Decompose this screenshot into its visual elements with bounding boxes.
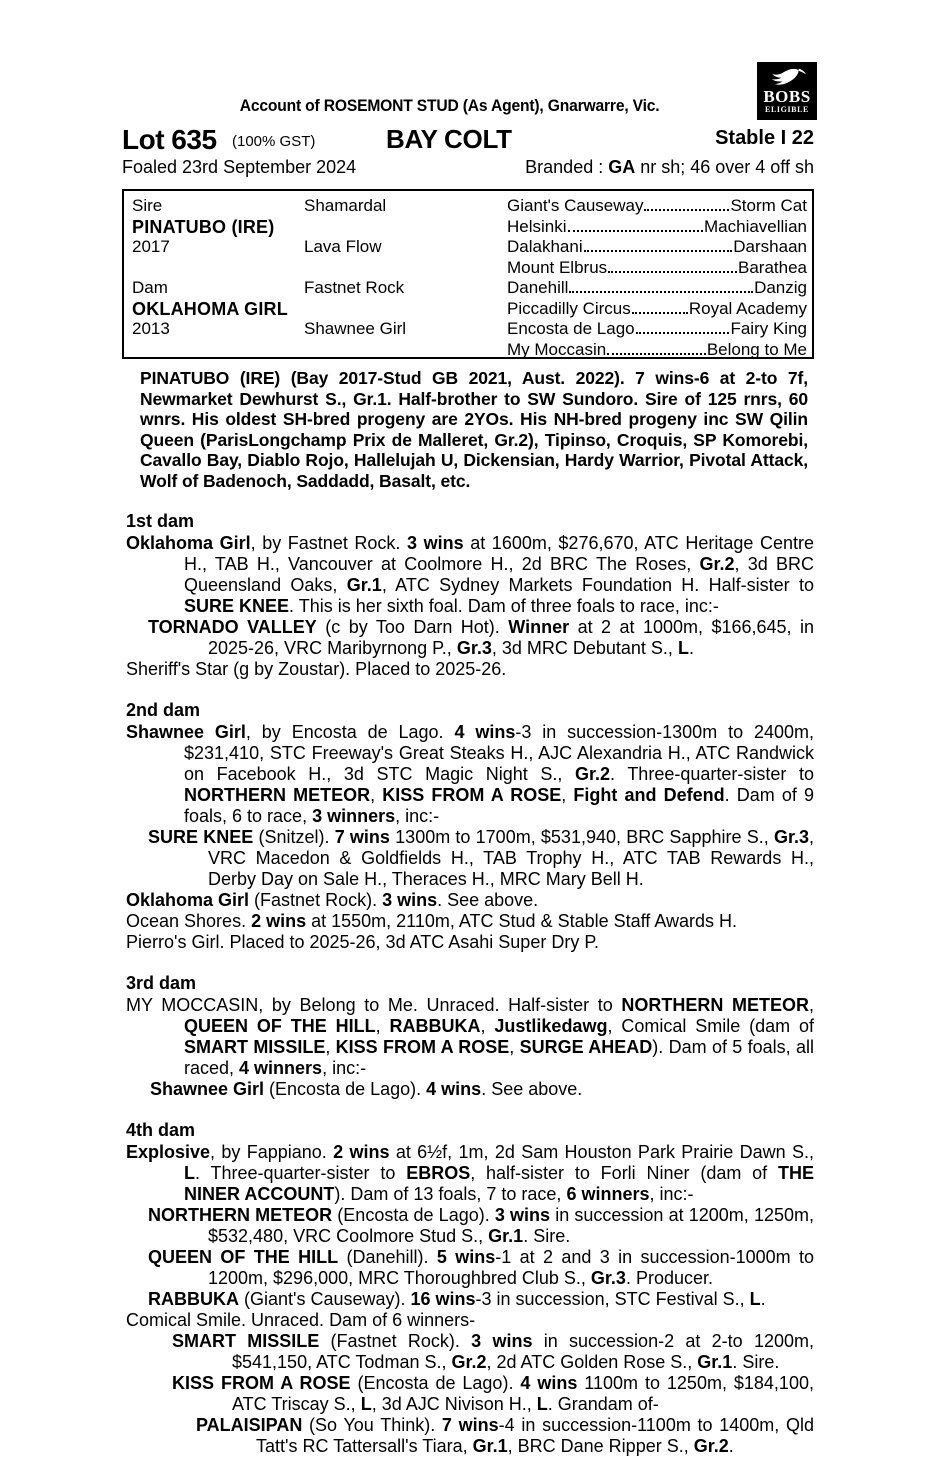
branded-info: [525, 157, 814, 178]
grandparent-row: [507, 217, 807, 238]
bobs-logo-sub: ELIGIBLE: [765, 105, 809, 114]
dam-sections: [122, 511, 814, 1457]
leader-dots: [568, 229, 703, 232]
grandsire-name: Giant's Causeway: [507, 196, 644, 215]
pedigree-entry: Explosive, by Fappiano. 2 wins at 6½f, 1m, 2d Sam Houston Park Prairie Dawn S., L. Three-quarter-sister to EBROS, half-sister to Forli Niner (dam of THE NINER ACCOUNT). Dam of 13 foals, 7 to race, 6 winners, inc:-: [126, 1142, 814, 1204]
grandsire-name: Danehill: [507, 278, 569, 297]
grandparent-row: [507, 278, 807, 299]
branded-prefix: Branded :: [525, 157, 609, 177]
dam-name: OKLAHOMA GIRL: [132, 298, 288, 319]
catalogue-page: [122, 0, 814, 1457]
grandsire-name: Piccadilly Circus: [507, 298, 631, 318]
leader-dots: [636, 331, 730, 334]
grandsire-name: Mount Elbrus: [507, 257, 608, 277]
grandparent-row: [507, 319, 807, 340]
leader-dots: [607, 352, 706, 355]
pedigree-entry: MY MOCCASIN, by Belong to Me. Unraced. Half-sister to NORTHERN METEOR, QUEEN OF THE HILL, RABBUKA, Justlikedawg, Comical Smile (dam of SMART MISSILE, KISS FROM A ROSE, SURGE AHEAD). Dam of 5 foals, all raced, 4 winners, inc:-: [126, 995, 815, 1078]
bobs-logo-word: BOBS: [763, 87, 811, 106]
spacer-row: [304, 217, 464, 238]
branded-suffix: nr sh; 46 over 4 off sh: [635, 157, 814, 177]
pedigree-entry: SURE KNEE (Snitzel). 7 wins 1300m to 1700m, $531,940, BRC Sapphire S., Gr.3, VRC Macedon & Goldfields H., TAB Trophy H., ATC TAB Rewards H., Derby Day on Sale H., Theraces H., MRC Mary Bell H.: [148, 827, 814, 889]
pedigree-entry: Oklahoma Girl (Fastnet Rock). 3 wins. See above.: [126, 890, 539, 910]
pedigree-entry: QUEEN OF THE HILL (Danehill). 5 wins-1 at 2 and 3 in succession-1000m to 1200m, $296,000, MRC Thoroughbred Club S., Gr.3. Producer.: [148, 1247, 815, 1288]
grandparent-row: [507, 237, 807, 258]
stable-number: Stable I 22: [715, 127, 814, 149]
pedigree-col-grandparents: [507, 196, 807, 360]
foaled-date: Foaled 23rd September 2024: [122, 157, 357, 177]
pedigree-table: [122, 189, 814, 359]
leader-dots: [569, 290, 753, 293]
dam-heading: 3rd dam: [126, 973, 197, 993]
grandparent-row: [507, 196, 807, 217]
pedigree-entry: Shawnee Girl (Encosta de Lago). 4 wins. See above.: [150, 1079, 583, 1099]
great-grandsire-name: Fairy King: [730, 319, 807, 338]
pedigree-entry: Comical Smile. Unraced. Dam of 6 winners-: [126, 1310, 476, 1330]
spacer-row: [304, 299, 464, 320]
gst-note: (100% GST): [232, 133, 316, 150]
pedigree-entry: PALAISIPAN (So You Think). 7 wins-4 in succession-1100m to 1400m, Qld Tatt's RC Tattersall's Tiara, Gr.1, BRC Dane Ripper S., Gr.2.: [196, 1415, 814, 1456]
dam-year: 2013: [132, 319, 170, 338]
dam-sire: Fastnet Rock: [304, 278, 405, 297]
dam-dam: Shawnee Girl: [304, 319, 407, 338]
pedigree-entry: RABBUKA (Giant's Causeway). 16 wins-3 in succession, STC Festival S., L.: [148, 1289, 766, 1309]
sire-summary: PINATUBO (IRE) (Bay 2017-Stud GB 2021, Aust. 2022). 7 wins-6 at 2-to 7f, Newmarket Dewhurst S., Gr.1. Half-brother to SW Sundoro. Sire of 125 rnrs, 60 wnrs. His oldest SH-bred progeny are 2YOs. His NH-bred progeny inc SW Qilin Queen (ParisLongchamp Prix de Malleret, Gr.2), Tipinso, Croquis, SP Komorebi, Cavallo Bay, Diablo Rojo, Hallelujah U, Dickensian, Hardy Warrior, Pivotal Attack, Wolf of Badenoch, Saddadd, Basalt, etc.: [140, 368, 808, 491]
sire-year: 2017: [132, 237, 170, 256]
lot-row: [122, 124, 814, 154]
leader-dots: [644, 208, 729, 211]
leader-dots: [608, 270, 737, 273]
pedigree-entry: SMART MISSILE (Fastnet Rock). 3 wins in succession-2 at 2-to 1200m, $541,150, ATC Todman S., Gr.2, 2d ATC Golden Rose S., Gr.1. Sire.: [172, 1331, 814, 1372]
pedigree-entry: TORNADO VALLEY (c by Too Darn Hot). Winner at 2 at 1000m, $166,645, in 2025-26, VRC Maribyrnong P., Gr.3, 3d MRC Debutant S., L.: [148, 617, 815, 658]
great-grandsire-name: Storm Cat: [730, 196, 807, 215]
leader-dots: [632, 311, 688, 314]
pedigree-col-names: [132, 196, 302, 340]
colour-and-sex: BAY COLT: [386, 124, 512, 154]
leader-dots: [584, 249, 733, 252]
great-grandsire-name: Barathea: [738, 257, 807, 277]
great-grandsire-name: Danzig: [754, 278, 807, 297]
pedigree-entry: Ocean Shores. 2 wins at 1550m, 2110m, ATC Stud & Stable Staff Awards H.: [126, 911, 738, 931]
lot-number: Lot 635: [122, 124, 217, 155]
grandsire-name: Encosta de Lago: [507, 319, 635, 338]
pedigree-entry: Sheriff's Star (g by Zoustar). Placed to 2025-26.: [126, 659, 507, 679]
account-line: Account of ROSEMONT STUD (As Agent), Gnarwarre, Vic.: [239, 96, 660, 115]
pedigree-entry: Shawnee Girl, by Encosta de Lago. 4 wins-3 in succession-1300m to 2400m, $231,410, STC Freeway's Great Steaks H., AJC Alexandria H., ATC Randwick on Facebook H., 3d STC Magic Night S., Gr.2. Three-quarter-sister to NORTHERN METEOR, KISS FROM A ROSE, Fight and Defend. Dam of 9 foals, 6 to race, 3 winners, inc:-: [126, 722, 814, 826]
sire-label: Sire: [132, 196, 163, 215]
pedigree-entry: KISS FROM A ROSE (Encosta de Lago). 4 wins 1100m to 1250m, $184,100, ATC Triscay S., L, 3d AJC Nivison H., L. Grandam of-: [172, 1373, 814, 1414]
spacer-row: [304, 258, 464, 279]
sire-sire: Shamardal: [304, 196, 387, 215]
grandparent-row: [507, 340, 807, 361]
grandsire-name: Helsinki: [507, 216, 567, 236]
pedigree-col-parents: [304, 196, 464, 340]
dam-heading: 2nd dam: [126, 700, 201, 720]
sire-name: PINATUBO (IRE): [132, 216, 275, 237]
dam-heading: 1st dam: [126, 511, 195, 531]
sire-dam: Lava Flow: [304, 237, 382, 256]
grandsire-name: Dalakhani: [507, 237, 583, 256]
dam-heading: 4th dam: [126, 1120, 196, 1140]
grandparent-row: [507, 299, 807, 320]
great-grandsire-name: Royal Academy: [688, 298, 807, 318]
dam-label: Dam: [132, 278, 168, 297]
great-grandsire-name: Machiavellian: [704, 216, 807, 236]
great-grandsire-name: Darshaan: [733, 237, 807, 256]
grandparent-row: [507, 258, 807, 279]
great-grandsire-name: Belong to Me: [706, 339, 807, 359]
branded-code: GA: [608, 157, 636, 177]
foaled-row: [122, 157, 814, 181]
pedigree-entry: Oklahoma Girl, by Fastnet Rock. 3 wins at 1600m, $276,670, ATC Heritage Centre H., TAB H., Vancouver at Coolmore H., 2d BRC The Roses, Gr.2, 3d BRC Queensland Oaks, Gr.1, ATC Sydney Markets Foundation H. Half-sister to SURE KNEE. This is her sixth foal. Dam of three foals to race, inc:-: [126, 533, 815, 616]
pedigree-entry: NORTHERN METEOR (Encosta de Lago). 3 wins in succession at 1200m, 1250m, $532,480, VRC Coolmore Stud S., Gr.1. Sire.: [148, 1205, 814, 1246]
spacer-row: [132, 258, 302, 279]
pedigree-entry: Pierro's Girl. Placed to 2025-26, 3d ATC Asahi Super Dry P.: [126, 932, 600, 952]
grandsire-name: My Moccasin: [507, 339, 607, 359]
